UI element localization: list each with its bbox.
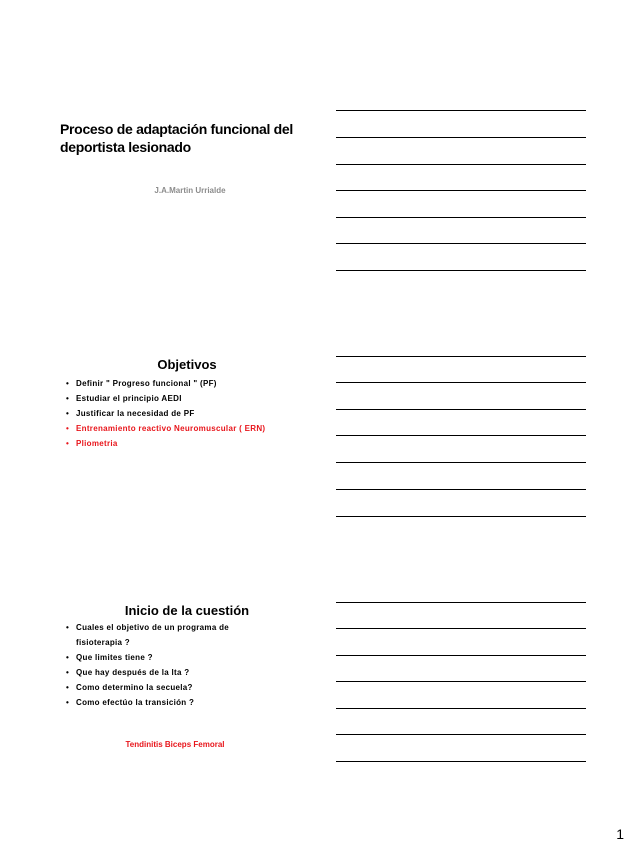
- slide3-title: Inicio de la cuestión: [124, 603, 250, 618]
- slide1-title: Proceso de adaptación funcional del deportista lesionado: [60, 121, 293, 155]
- note-line: [336, 734, 586, 735]
- list-item: • Que hay después de la lta ?: [66, 665, 256, 680]
- list-item: • Como efectúo la transición ?: [66, 695, 256, 710]
- note-line: [336, 435, 586, 436]
- note-line: [336, 190, 586, 191]
- note-line: [336, 708, 586, 709]
- list-item: • Pliometria: [66, 436, 266, 451]
- slide2-bullet-list: [66, 376, 266, 451]
- note-line: [336, 217, 586, 218]
- note-line: [336, 137, 586, 138]
- note-line: [336, 761, 586, 762]
- slide3-bullet-list: [66, 620, 256, 710]
- note-line: [336, 409, 586, 410]
- list-item: • Definir " Progreso funcional " (PF): [66, 376, 266, 391]
- list-item: • Justificar la necesidad de PF: [66, 406, 266, 421]
- note-line: [336, 681, 586, 682]
- list-item: • Como determino la secuela?: [66, 680, 256, 695]
- page-number: 1: [616, 826, 624, 842]
- list-item: • Cuales el objetivo de un programa de fisioterapia ?: [66, 620, 256, 650]
- note-line: [336, 270, 586, 271]
- note-line: [336, 602, 586, 603]
- note-line: [336, 628, 586, 629]
- note-line: [336, 356, 586, 357]
- note-line: [336, 655, 586, 656]
- note-line: [336, 462, 586, 463]
- slide2-title: Objetivos: [157, 357, 217, 372]
- note-line: [336, 164, 586, 165]
- slide1-author: J.A.Martin Urrialde: [154, 186, 226, 195]
- note-line: [336, 110, 586, 111]
- slide3-red-note: Tendinitis Biceps Femoral: [125, 740, 225, 749]
- note-line: [336, 489, 586, 490]
- list-item: • Que limites tiene ?: [66, 650, 256, 665]
- note-line: [336, 243, 586, 244]
- note-line: [336, 516, 586, 517]
- note-line: [336, 382, 586, 383]
- list-item: • Estudiar el principio AEDI: [66, 391, 266, 406]
- list-item: • Entrenamiento reactivo Neuromuscular ( ERN): [66, 421, 266, 436]
